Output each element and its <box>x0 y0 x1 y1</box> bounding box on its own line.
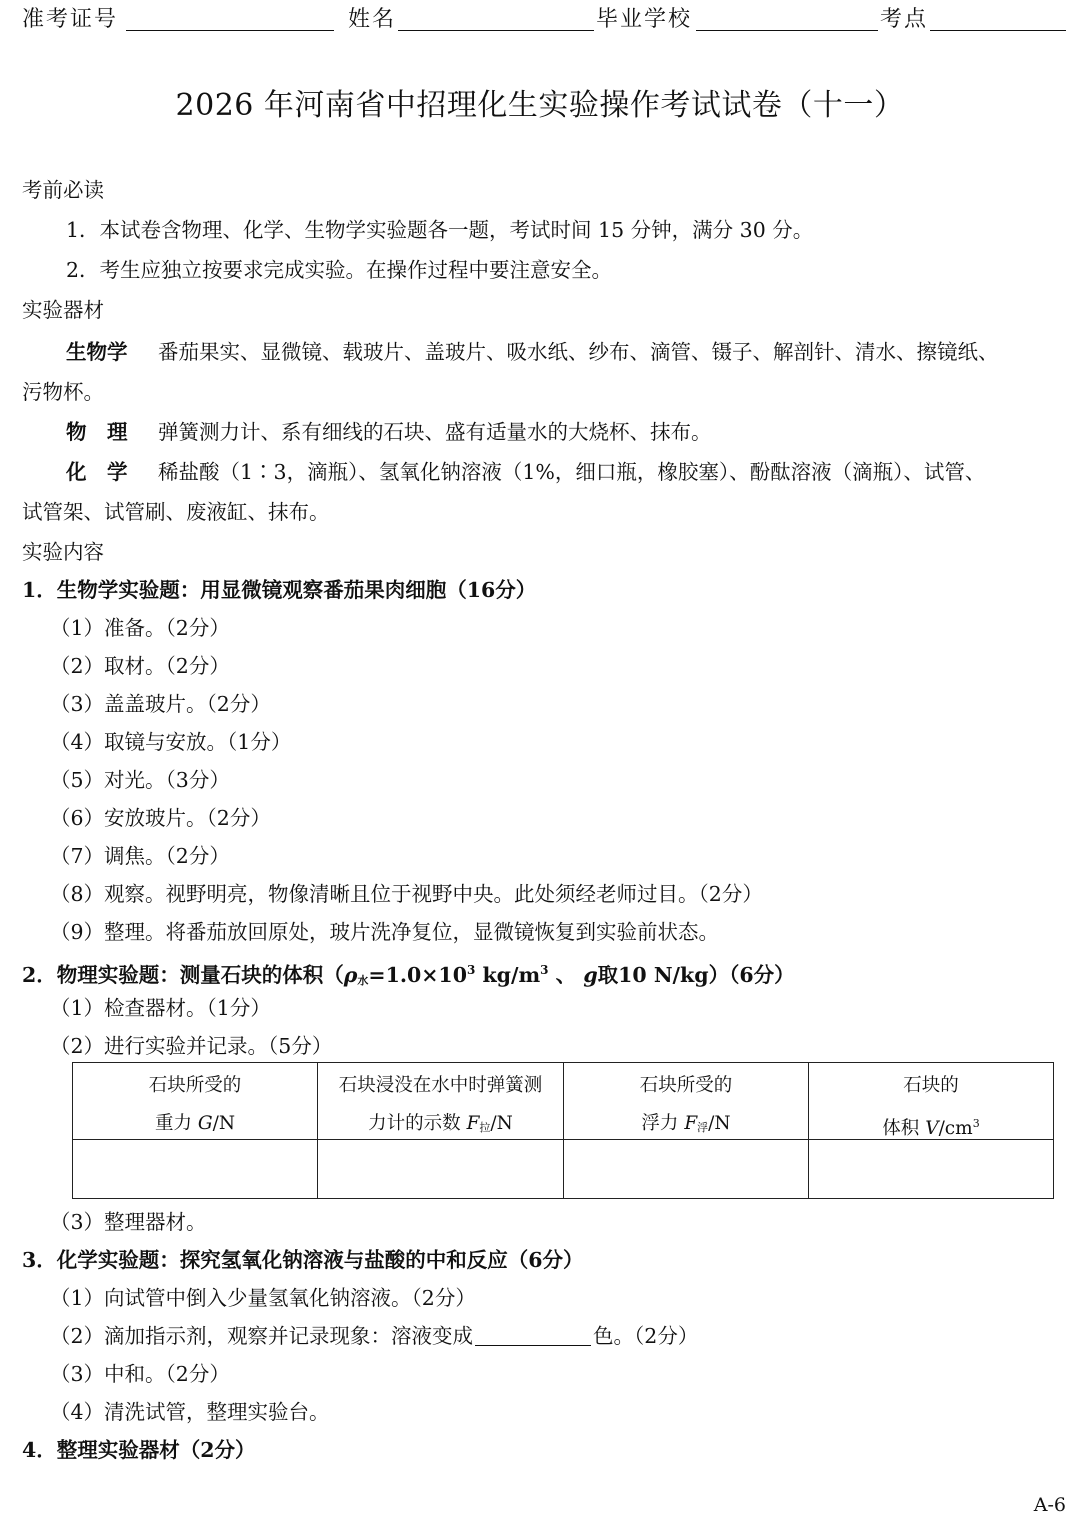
exponent: 3 <box>466 963 476 977</box>
header-text: 体积 <box>882 1118 926 1140</box>
page-number: A-6 <box>1033 1494 1066 1516</box>
q3-step-with-blank <box>50 1322 698 1350</box>
question-1-title: 1．生物学实验题：用显微镜观察番茄果肉细胞（16分） <box>22 578 537 602</box>
q1-step: （8）观察。视野明亮，物像清晰且位于视野中央。此处须经老师过目。（2分） <box>50 882 763 906</box>
materials-physics <box>66 418 712 446</box>
notice-heading: 考前必读 <box>22 178 104 202</box>
var-symbol: F <box>684 1113 698 1134</box>
q2-step: （3）整理器材。 <box>50 1210 207 1234</box>
q1-step: （3）盖盖玻片。（2分） <box>50 692 271 716</box>
physics-materials-text: 弹簧测力计、系有细线的石块、盛有适量水的大烧杯、抹布。 <box>158 420 712 444</box>
q1-step: （2）取材。（2分） <box>50 654 230 678</box>
chemistry-materials-text: 稀盐酸（1∶3，滴瓶）、氢氧化钠溶液（1%，细口瓶，橡胶塞）、酚酞溶液（滴瓶）、试管、 <box>158 460 986 484</box>
volume-answer-cell[interactable] <box>809 1140 1053 1198</box>
question-3-title: 3．化学实验题：探究氢氧化钠溶液与盐酸的中和反应（6分） <box>22 1248 584 1272</box>
exponent: 3 <box>540 963 549 977</box>
question-4-title: 4．整理实验器材（2分） <box>22 1438 256 1462</box>
materials-biology <box>66 338 999 366</box>
notice-item: 2．考生应独立按要求完成实验。在操作过程中要注意安全。 <box>66 258 613 282</box>
question-2-title <box>22 956 795 995</box>
q2-title-part: kg/m <box>475 962 541 987</box>
table-header-line: 石块的 <box>903 1075 959 1096</box>
q2-title-part: 取10 N/kg）（6分） <box>597 962 795 987</box>
color-answer-blank[interactable] <box>475 1323 591 1346</box>
table-header-line: 石块所受的 <box>639 1075 733 1096</box>
q3-step: （3）中和。（2分） <box>50 1362 230 1386</box>
unit-text: /N <box>490 1113 513 1134</box>
chemistry-label: 化 学 <box>66 460 128 484</box>
page-title: 2026 年河南省中招理化生实验操作考试试卷（十一） <box>175 88 905 123</box>
rho-subscript: 水 <box>357 973 369 987</box>
exam-number-blank[interactable] <box>126 30 334 31</box>
materials-heading: 实验器材 <box>22 298 104 322</box>
content-heading: 实验内容 <box>22 540 104 564</box>
biology-label: 生物学 <box>66 340 128 364</box>
exam-site-label: 考点 <box>880 7 929 32</box>
scale-reading-answer-cell[interactable] <box>318 1140 564 1198</box>
chemistry-materials-continued: 试管架、试管刷、废液缸、抹布。 <box>22 500 330 524</box>
name-blank[interactable] <box>398 30 594 31</box>
physics-label: 物 理 <box>66 420 128 444</box>
school-label: 毕业学校 <box>596 7 693 32</box>
q2-step: （2）进行实验并记录。（5分） <box>50 1034 333 1058</box>
unit-text: /N <box>212 1113 236 1134</box>
gravity-answer-cell[interactable] <box>73 1140 318 1198</box>
var-symbol: G <box>197 1113 213 1134</box>
table-header-line <box>73 1105 317 1143</box>
var-symbol: V <box>925 1118 939 1140</box>
q1-step: （1）准备。（2分） <box>50 616 230 640</box>
q2-title-part: 、 <box>548 962 584 987</box>
q1-step: （6）安放玻片。（2分） <box>50 806 271 830</box>
q3-step: （4）清洗试管，整理实验台。 <box>50 1400 330 1424</box>
q3-step-text: 色。（2分） <box>593 1324 699 1348</box>
g-symbol: g <box>583 962 598 987</box>
school-blank[interactable] <box>696 30 878 31</box>
exam-number-label: 准考证号 <box>22 7 119 32</box>
exponent: 3 <box>972 1117 980 1130</box>
unit-text: /N <box>708 1113 731 1134</box>
candidate-info-header <box>22 2 1068 36</box>
exam-site-blank[interactable] <box>930 30 1066 31</box>
header-text: 浮力 <box>641 1113 685 1134</box>
biology-materials-text: 番茄果实、显微镜、载玻片、盖玻片、吸水纸、纱布、滴管、镊子、解剖针、清水、擦镜纸、 <box>158 340 999 364</box>
var-subscript: 浮 <box>697 1121 709 1134</box>
unit-text: /cm <box>938 1118 973 1140</box>
q1-step: （5）对光。（3分） <box>50 768 230 792</box>
q1-step: （7）调焦。（2分） <box>50 844 230 868</box>
buoyancy-answer-cell[interactable] <box>564 1140 809 1198</box>
var-subscript: 拉 <box>479 1121 491 1134</box>
var-symbol: F <box>466 1113 480 1134</box>
q2-title-part: =1.0×10 <box>368 962 467 987</box>
q2-title-part: 2．物理实验题：测量石块的体积（ <box>22 962 344 987</box>
table-header-line: 石块浸没在水中时弹簧测 <box>338 1075 543 1096</box>
rho-symbol: ρ <box>343 962 358 987</box>
name-label: 姓名 <box>348 7 397 32</box>
table-header-line: 石块所受的 <box>148 1075 242 1096</box>
notice-item: 1．本试卷含物理、化学、生物学实验题各一题，考试时间 15 分钟，满分 30 分。 <box>66 218 814 242</box>
header-text: 力计的示数 <box>368 1113 467 1134</box>
biology-materials-continued: 污物杯。 <box>22 380 104 404</box>
header-text: 重力 <box>154 1113 198 1134</box>
q2-step: （1）检查器材。（1分） <box>50 996 271 1020</box>
q1-step: （9）整理。将番茄放回原处，玻片洗净复位，显微镜恢复到实验前状态。 <box>50 920 720 944</box>
record-table <box>72 1062 1054 1199</box>
materials-chemistry <box>66 458 985 486</box>
q3-step: （1）向试管中倒入少量氢氧化钠溶液。（2分） <box>50 1286 476 1310</box>
q1-step: （4）取镜与安放。（1分） <box>50 730 292 754</box>
q3-step-text: （2）滴加指示剂，观察并记录现象：溶液变成 <box>50 1324 474 1348</box>
